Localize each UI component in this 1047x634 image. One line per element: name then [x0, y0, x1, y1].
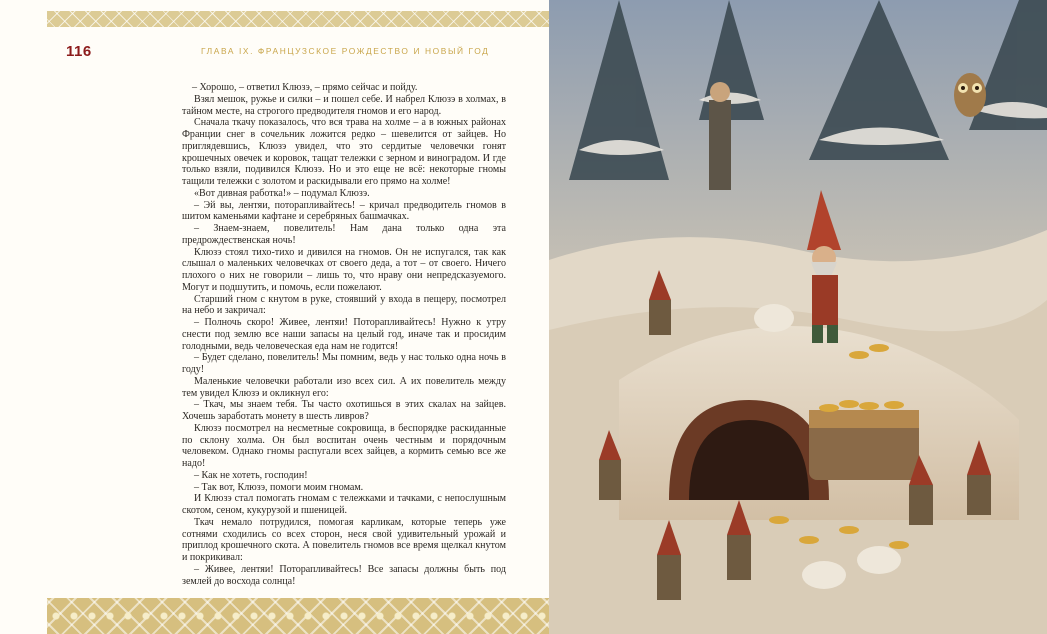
paragraph: – Живее, лентяи! Поторапливайтесь! Все запасы должны быть под землей до восхода солнца! — [182, 563, 506, 587]
paragraph: И Клюзэ стал помогать гномам с тележками и тачками, с непослушным скотом, сеном, кукурузой и пшеницей. — [182, 493, 506, 516]
paragraph: – Так вот, Клюзэ, помоги моим гномам. — [194, 481, 364, 493]
paragraph: Сначала ткачу показалось, что вся трава на холме – а в южных районах Франции снег в сочельник ложится редко – шевелится от зайцев. Но приглядевшись, Клюзэ увидел, что это сердитые человечки гонят крошечных овечек и коровок, тащат тележки с зерном и виноградом. И где только взяли, подивился Клюзэ. Но и это еще не всё: некоторые гномы тащили тележки с золотом и раскидывали его прямо на холме! — [182, 117, 506, 187]
paragraph: Взял мешок, ружье и силки – и пошел себе. И набрел Клюзэ в холмах, в тайном месте, на строгого предводителя гномов и его народ. — [182, 93, 506, 117]
bottom-ornament-border — [47, 598, 549, 634]
paragraph: Ткач немало потрудился, помогая карликам, которые теперь уже сотнями сходились со всех сторон, неся свой удивительный урожай и приплод крошечного скота. А повелитель гномов все время щелкал кнутом и покрикивал: — [182, 516, 506, 563]
paragraph: Маленькие человечки работали изо всех сил. А их повелитель между тем увидел Клюзэ и окликнул его: — [182, 375, 506, 399]
paragraph: – Эй вы, лентяи, поторапливайтесь! – кричал предводитель гномов в шитом каменьями кафтане и серебряных башмачках. — [182, 199, 506, 223]
paragraph: – Знаем-знаем, повелитель! Нам дана только одна эта предрождественская ночь! — [182, 223, 506, 246]
paragraph: – Хорошо, – ответил Клюзэ, – прямо сейчас и пойду. — [192, 82, 418, 93]
paragraph: – Полночь скоро! Живее, лентяи! Поторапливайтесь! Нужно к утру снести под землю все наши запасы на целый год, иначе так и просидим голодными, ведь человеческая еда нам не годится! — [182, 317, 506, 352]
paragraph: «Вот дивная работка!» – подумал Клюзэ. — [194, 187, 370, 199]
chapter-header: ГЛАВА IX. ФРАНЦУЗСКОЕ РОЖДЕСТВО И НОВЫЙ ГОД — [201, 46, 490, 56]
page-number: 116 — [66, 43, 92, 60]
paragraph: Старший гном с кнутом в руке, стоявший у входа в пещеру, посмотрел на небо и закричал: — [182, 293, 506, 317]
top-ornament-border — [47, 11, 549, 27]
paragraph: Клюзэ стоял тихо-тихо и дивился на гномов. Он не испугался, так как слышал о маленьких человечках от своего деда, а тот – от своего. Ничего плохого о них не говорили – лишь то, что нраву они непредсказуемого. Могут и подшутить, и помочь, если пожелают. — [182, 246, 506, 293]
human-figure — [709, 82, 731, 190]
paragraph: – Ткач, мы знаем тебя. Ты часто охотишься в этих скалах на зайцев. Хочешь заработать монету в шесть ливров? — [182, 399, 506, 422]
paragraph: – Будет сделано, повелитель! Мы помним, ведь у нас только одна ночь в году! — [182, 352, 506, 375]
paragraph: – Как не хотеть, господин! — [194, 469, 308, 481]
body-text — [182, 82, 506, 587]
owl-figure — [954, 73, 986, 117]
gnome-illustration — [549, 0, 1047, 634]
paragraph: Клюзэ посмотрел на несметные сокровища, в беспорядке раскиданные по склону холма. Он был воспитан очень честным и порядочным человеком. Однако гномы распугали всех зайцев, а кормить семью все же надо! — [182, 422, 506, 469]
